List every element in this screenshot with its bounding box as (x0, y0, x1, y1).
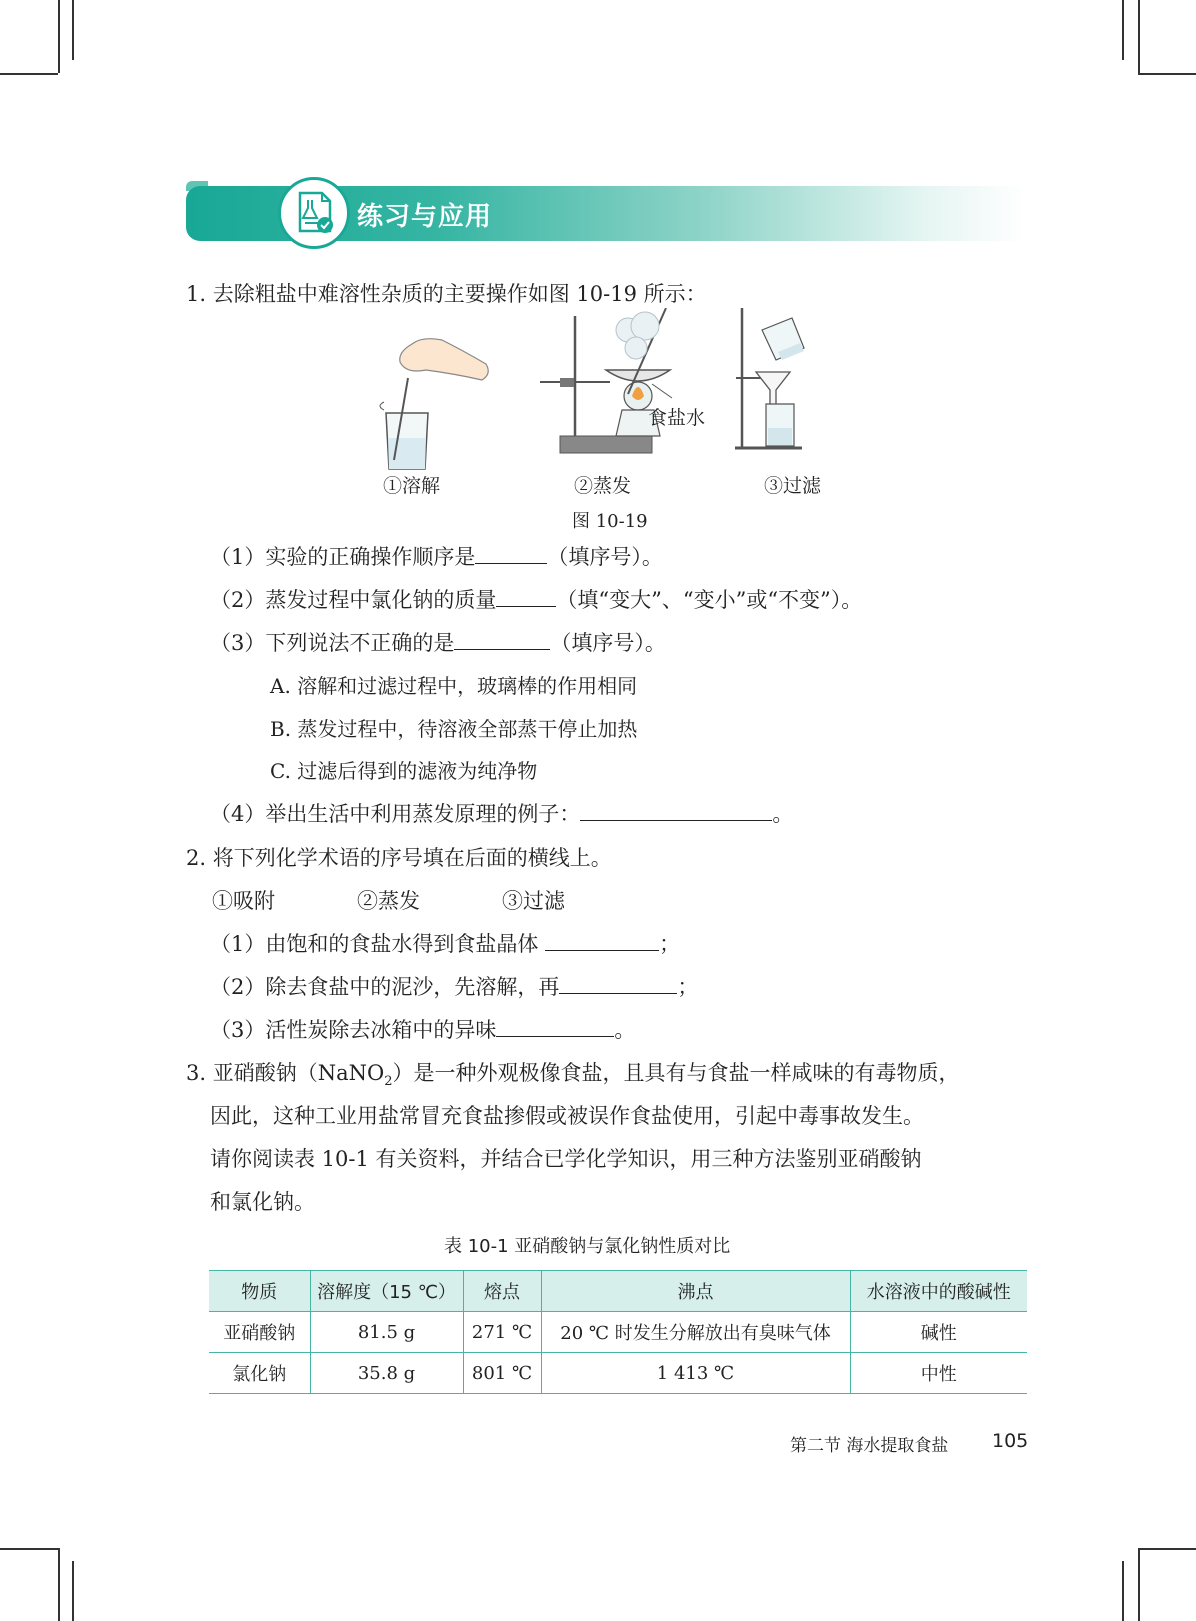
table-cell: 801 ℃ (463, 1353, 541, 1394)
crop-mark (1138, 1548, 1140, 1621)
q1-subquestion-3: （3）下列说法不正确的是 （填序号）。 (210, 631, 666, 655)
crop-mark (72, 1561, 74, 1621)
table-cell: 20 ℃ 时发生分解放出有臭味气体 (541, 1312, 850, 1353)
crop-mark (0, 73, 58, 75)
table-row (209, 1312, 1027, 1353)
crop-mark (58, 0, 60, 73)
page-number: 105 (992, 1430, 1029, 1452)
table-row (209, 1353, 1027, 1394)
q2-subquestion-3: （3）活性炭除去冰箱中的异味 。 (210, 1018, 636, 1042)
section-title: 练习与应用 (357, 202, 493, 232)
q1-option-c: C. 过滤后得到的滤液为纯净物 (270, 759, 538, 783)
crop-mark (58, 1548, 60, 1621)
figure-callout: 食盐水 (648, 407, 706, 429)
answer-blank[interactable] (496, 586, 556, 607)
q3-line-1: 3. 亚硝酸钠（NaNO$_2$）是一种外观极像食盐，且具有与食盐一样咸味的有毒物质， (186, 1061, 960, 1090)
answer-blank[interactable] (496, 1016, 614, 1037)
q2-subquestion-2: （2）除去食盐中的泥沙，先溶解，再 ； (210, 975, 699, 999)
q3-line-4: 和氯化钠。 (210, 1190, 315, 1214)
table-cell: 亚硝酸钠 (209, 1312, 310, 1353)
q2-term-3: ③过滤 (502, 889, 565, 913)
figure-10-19 (370, 308, 840, 483)
q1-option-a: A. 溶解和过滤过程中，玻璃棒的作用相同 (270, 674, 638, 698)
answer-blank[interactable] (545, 930, 659, 951)
table-header-cell: 沸点 (541, 1271, 850, 1312)
property-comparison-table (209, 1270, 1027, 1394)
q3-line-2: 因此，这种工业用盐常冒充食盐掺假或被误作食盐使用，引起中毒事故发生。 (210, 1104, 924, 1128)
crop-mark (0, 1548, 58, 1550)
evaporate-illustration (540, 308, 672, 453)
figure-label-evaporate: ②蒸发 (574, 475, 632, 497)
table-header-cell: 溶解度（15 ℃） (310, 1271, 463, 1312)
q1-subquestion-2: （2）蒸发过程中氯化钠的质量 （填“变大”、“变小”或“不变”）。 (210, 588, 863, 612)
crop-mark (1122, 1561, 1124, 1621)
footer-section-title: 第二节 海水提取食盐 (790, 1436, 949, 1456)
crop-mark (1138, 0, 1140, 73)
table-cell: 271 ℃ (463, 1312, 541, 1353)
figure-label-dissolve: ①溶解 (383, 475, 441, 497)
dissolve-illustration (380, 339, 488, 469)
q1-option-b: B. 蒸发过程中，待溶液全部蒸干停止加热 (270, 717, 638, 741)
figure-caption: 图 10-19 (572, 511, 648, 532)
table-cell: 氯化钠 (209, 1353, 310, 1394)
q2-prompt: 2. 将下列化学术语的序号填在后面的横线上。 (186, 846, 612, 870)
q2-subquestion-1: （1）由饱和的食盐水得到食盐晶体 ； (210, 932, 681, 956)
table-header-row (209, 1271, 1027, 1312)
table-cell: 碱性 (850, 1312, 1027, 1353)
q3-line-3: 请你阅读表 10-1 有关资料，并结合已学化学知识，用三种方法鉴别亚硝酸钠 (210, 1147, 922, 1171)
crop-mark (1138, 73, 1196, 75)
q2-term-1: ①吸附 (212, 889, 275, 913)
table-cell: 1 413 ℃ (541, 1353, 850, 1394)
table-cell: 35.8 g (310, 1353, 463, 1394)
answer-blank[interactable] (454, 629, 550, 650)
q1-prompt: 1. 去除粗盐中难溶性杂质的主要操作如图 10-19 所示： (186, 282, 707, 306)
table-header-cell: 熔点 (463, 1271, 541, 1312)
crop-mark (1122, 0, 1124, 60)
answer-blank[interactable] (475, 543, 547, 564)
exercise-document-icon (278, 177, 350, 249)
table-caption: 表 10-1 亚硝酸钠与氯化钠性质对比 (444, 1236, 731, 1257)
crop-mark (1138, 1548, 1196, 1550)
q2-term-2: ②蒸发 (357, 889, 420, 913)
table-cell: 81.5 g (310, 1312, 463, 1353)
table-cell: 中性 (850, 1353, 1027, 1394)
table-header-cell: 水溶液中的酸碱性 (850, 1271, 1027, 1312)
answer-blank[interactable] (580, 800, 772, 821)
crop-mark (72, 0, 74, 60)
table-header-cell: 物质 (209, 1271, 310, 1312)
answer-blank[interactable] (559, 973, 677, 994)
q1-subquestion-1: （1）实验的正确操作顺序是 （填序号）。 (210, 545, 663, 569)
figure-label-filter: ③过滤 (764, 475, 822, 497)
filter-illustration (735, 308, 804, 448)
q1-subquestion-4: （4）举出生活中利用蒸发原理的例子： 。 (210, 802, 794, 826)
